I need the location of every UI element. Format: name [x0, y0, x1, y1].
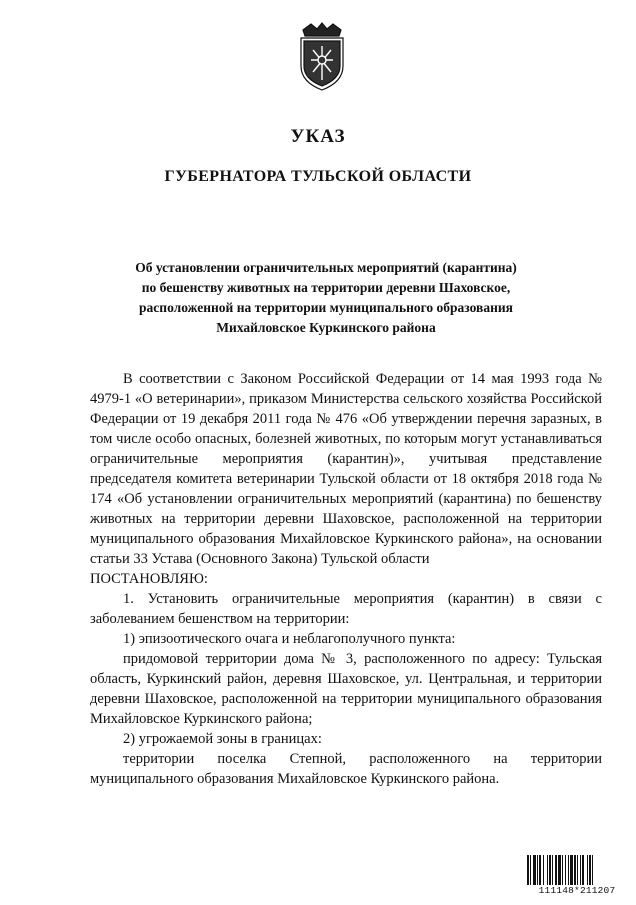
barcode-bar — [565, 855, 566, 887]
barcode-bar — [589, 855, 591, 887]
barcode-bar — [547, 855, 548, 887]
barcode-icon — [526, 855, 628, 887]
clause-1-2-text: территории поселка Степной, расположенного на территории муниципального образования Михайловское Куркинского района. — [90, 751, 602, 787]
preamble-paragraph: В соответствии с Законом Российской Федерации от 14 мая 1993 года № 4979-1 «О ветеринарии», приказом Министерства сельского хозяйства Российской Федерации от 19 декабря 2011 года № 476 «Об утверждении перечня заразных, в том числе особо опасных, болезней животных, по которым могут устанавливаться ограничительные мероприятия (карантин)», учитывая представление председателя комитета ветеринарии Тульской области от 18 октября 2018 года № 174 «Об установлении ограничительных мероприятий (карантина) по бешенству животных на территории деревни Шаховское, расположенной на территории муниципального образования Михайловское Куркинского района», на основании статьи 33 Устава (Основного Закона) Тульской области — [90, 371, 602, 567]
decree-body — [90, 369, 602, 789]
barcode-bar — [577, 855, 578, 887]
subject-line: по бешенству животных на территории деревни Шаховское, — [141, 280, 511, 295]
barcode-bar — [543, 855, 544, 887]
barcode-number: 111148*211207 — [526, 885, 628, 896]
barcode-bar — [582, 855, 584, 887]
document-title: УКАЗ — [290, 126, 346, 147]
barcode-bar — [580, 855, 581, 887]
barcode-bar — [552, 855, 553, 887]
subject-line: Михайловское Куркинского района — [216, 320, 436, 335]
decree-word: ПОСТАНОВЛЯЮ: — [90, 571, 208, 587]
subject-line: расположенной на территории муниципального образования — [139, 300, 513, 315]
barcode-bar — [570, 855, 573, 887]
barcode-bar — [574, 855, 576, 887]
barcode-bar — [592, 855, 593, 887]
barcode-bar — [527, 855, 529, 887]
barcode-bar — [587, 855, 588, 887]
coat-of-arms-icon — [293, 22, 351, 92]
barcode-bar — [562, 855, 563, 887]
barcode-bar — [533, 855, 536, 887]
barcode-bar — [537, 855, 538, 887]
document-barcode — [526, 855, 628, 897]
barcode-bar — [539, 855, 541, 887]
barcode-bar — [558, 855, 561, 887]
barcode-bar — [568, 855, 569, 887]
decree-subject — [96, 258, 556, 338]
clause-1-1-text: придомовой территории дома № 3, расположенного по адресу: Тульская область, Куркинский район, деревня Шаховское, ул. Центральная, и территории деревни Шаховское, расположенной на территории муниципального образования Михайловское Куркинского района; — [90, 651, 602, 727]
barcode-bar — [549, 855, 551, 887]
clause-1-1: 1) эпизоотического очага и неблагополучного пункта: — [123, 631, 456, 647]
clause-1: 1. Установить ограничительные мероприятия (карантин) в связи с заболеванием бешенством на территории: — [90, 591, 602, 627]
document-subtitle: ГУБЕРНАТОРА ТУЛЬСКОЙ ОБЛАСТИ — [164, 168, 472, 185]
subject-line: Об установлении ограничительных мероприятий (карантина) — [135, 260, 517, 275]
barcode-bar — [555, 855, 557, 887]
barcode-bar — [530, 855, 531, 887]
clause-1-2: 2) угрожаемой зоны в границах: — [123, 731, 322, 747]
